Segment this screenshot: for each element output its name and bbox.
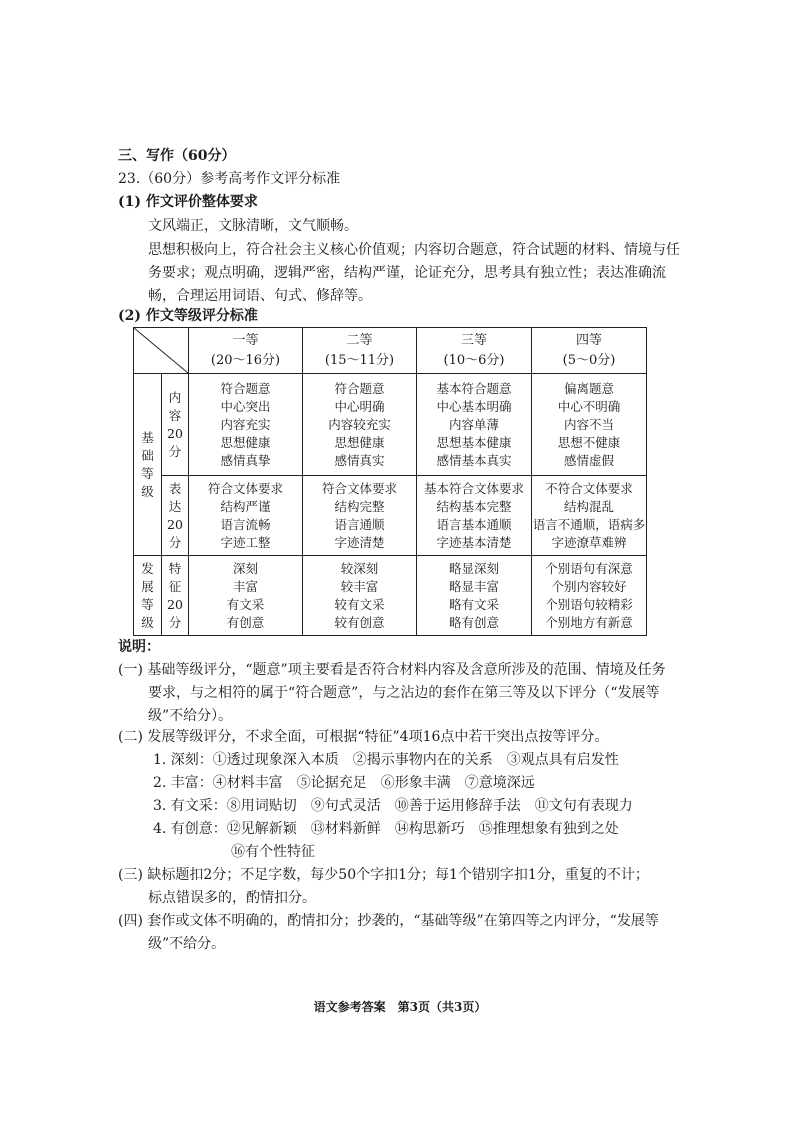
note-item: 3. 有文采：⑧用词贴切 ⑨句式灵活 ⑩善于运用修辞手法 ⑪文句有表现力 — [153, 798, 633, 814]
table-header-row — [134, 328, 647, 374]
feature-cell: 深刻 丰富 有文采 有创意 — [189, 556, 303, 636]
note-item: 4. 有创意：⑫见解新颖 ⑬材料新鲜 ⑭构思新巧 ⑮推理想象有独到之处 — [153, 821, 619, 837]
note-line: (二) 发展等级评分，不求全面，可根据“特征”4项16点中若干突出点按等评分。 — [118, 729, 609, 745]
part1-line: 文风端正，文脉清晰，文气顺畅。 — [148, 218, 358, 234]
expression-label: 表 达 20 分 — [162, 476, 189, 556]
note-line: 级”不给分。 — [148, 936, 226, 952]
expression-cell: 基本符合文体要求 结构基本完整 语言基本通顺 字迹基本清楚 — [417, 476, 532, 556]
grading-table — [133, 327, 647, 636]
part2-title: (2) 作文等级评分标准 — [118, 308, 258, 324]
table-row-expression — [134, 476, 647, 556]
content-label: 内 容 20 分 — [162, 374, 189, 476]
part1-line: 思想积极向上，符合社会主义核心价值观；内容切合题意，符合试题的材料、情境与任 — [148, 242, 680, 258]
note-item: 2. 丰富：④材料丰富 ⑤论据充足 ⑥形象丰满 ⑦意境深远 — [153, 775, 535, 791]
grade-header: 三等 (10～6分) — [417, 328, 532, 374]
feature-cell: 较深刻 较丰富 较有文采 较有创意 — [303, 556, 417, 636]
page-footer: 语文参考答案 第3页（共3页） — [313, 1000, 487, 1014]
grade-header: 四等 (5～0分) — [532, 328, 647, 374]
question-heading: 23.（60分）参考高考作文评分标准 — [118, 171, 341, 187]
note-line: 级”不给分）。 — [148, 708, 233, 724]
part1-line: 畅，合理运用词语、句式、修辞等。 — [148, 288, 372, 304]
table-row-feature — [134, 556, 647, 636]
development-level-label: 发 展 等 级 — [134, 556, 162, 636]
grade-header: 二等 (15～11分) — [303, 328, 417, 374]
feature-label: 特 征 20 分 — [162, 556, 189, 636]
basic-level-label: 基 础 等 级 — [134, 374, 162, 556]
part1-line: 务要求；观点明确，逻辑严密，结构严谨，论证充分，思考具有独立性；表达准确流 — [148, 265, 666, 281]
content-cell: 符合题意 中心明确 内容较充实 思想健康 感情真实 — [303, 374, 417, 476]
feature-cell: 个别语句有深意 个别内容较好 个别语句较精彩 个别地方有新意 — [532, 556, 647, 636]
part1-title: (1) 作文评价整体要求 — [118, 194, 258, 210]
expression-cell: 符合文体要求 结构完整 语言通顺 字迹清楚 — [303, 476, 417, 556]
feature-cell: 略显深刻 略显丰富 略有文采 略有创意 — [417, 556, 532, 636]
expression-cell: 符合文体要求 结构严谨 语言流畅 字迹工整 — [189, 476, 303, 556]
table-corner-cell — [134, 328, 189, 374]
table-row-content — [134, 374, 647, 476]
expression-cell: 不符合文体要求 结构混乱 语言不通顺，语病多 字迹潦草难辨 — [532, 476, 647, 556]
note-item: 1. 深刻：①透过现象深入本质 ②揭示事物内在的关系 ③观点具有启发性 — [153, 752, 619, 768]
note-item: ⑯有个性特征 — [231, 844, 315, 860]
note-line: (四) 套作或文体不明确的，酌情扣分；抄袭的，“基础等级”在第四等之内评分，“发展等 — [118, 913, 659, 929]
note-line: 要求，与之相符的属于“符合题意”，与之沾边的套作在第三等及以下评分（“发展等 — [148, 685, 660, 701]
note-line: 标点错误多的，酌情扣分。 — [148, 890, 316, 906]
note-line: (一) 基础等级评分，“题意”项主要看是否符合材料内容及含意所涉及的范围、情境及任务 — [118, 662, 666, 678]
grade-header: 一等 (20～16分) — [189, 328, 303, 374]
notes-title: 说明： — [118, 639, 160, 655]
content-cell: 偏离题意 中心不明确 内容不当 思想不健康 感情虚假 — [532, 374, 647, 476]
content-cell: 基本符合题意 中心基本明确 内容单薄 思想基本健康 感情基本真实 — [417, 374, 532, 476]
note-line: (三) 缺标题扣2分；不足字数，每少50个字扣1分；每1个错别字扣1分，重复的不计； — [118, 867, 649, 883]
content-cell: 符合题意 中心突出 内容充实 思想健康 感情真挚 — [189, 374, 303, 476]
section-title: 三、写作（60分） — [118, 148, 236, 164]
